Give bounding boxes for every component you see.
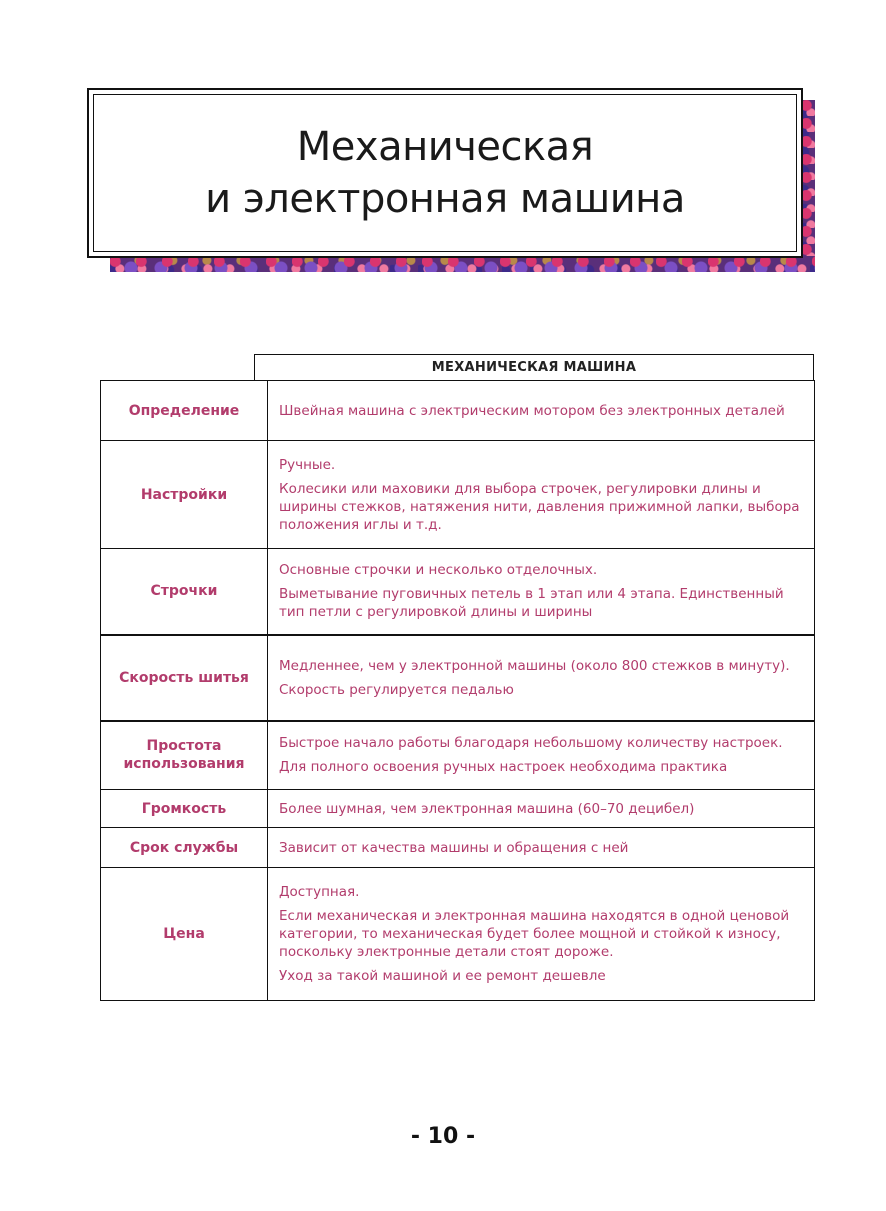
page-number: - 10 - <box>410 1124 476 1149</box>
row-description <box>268 549 815 635</box>
row-label: Определение <box>101 381 268 441</box>
description-line: Если механическая и электронная машина находятся в одной ценовой категории, то механическая будет более мощной и стойкой к износу, поскольку электронные детали стоят дороже. <box>279 908 790 960</box>
row-description <box>268 381 815 441</box>
description-line: Быстрое начало работы благодаря небольшому количеству настроек. <box>279 735 783 752</box>
table-row <box>101 381 815 441</box>
table-row <box>101 868 815 1001</box>
decorative-pattern-right <box>801 100 815 272</box>
row-description <box>268 721 815 790</box>
description-line: Уход за такой машиной и ее ремонт дешевле <box>279 968 606 984</box>
table-row <box>101 721 815 790</box>
row-label: Громкость <box>101 790 268 828</box>
table-row <box>101 790 815 828</box>
row-description <box>268 828 815 868</box>
title-frame <box>87 88 803 258</box>
row-description <box>268 868 815 1001</box>
page-title-line-2: и электронная машина <box>205 176 685 222</box>
column-header: МЕХАНИЧЕСКАЯ МАШИНА <box>254 354 814 380</box>
description-line: Основные строчки и несколько отделочных. <box>279 562 598 579</box>
description-line: Ручные. <box>279 456 336 473</box>
description-line: Медленнее, чем у электронной машины (около 800 стежков в минуту). <box>279 657 790 674</box>
row-label: Строчки <box>101 549 268 635</box>
table-row <box>101 549 815 635</box>
row-description <box>268 441 815 549</box>
table-row <box>101 441 815 549</box>
table-row <box>101 828 815 868</box>
description-line: Швейная машина с электрическим мотором без электронных деталей <box>279 402 785 419</box>
page-title-line-1: Механическая <box>296 124 594 170</box>
description-line: Доступная. <box>279 884 360 900</box>
title-inner-frame <box>93 94 797 252</box>
row-label: Цена <box>101 868 268 1001</box>
decorative-pattern-bottom <box>110 256 815 272</box>
row-label: Срок службы <box>101 828 268 868</box>
row-label: Скорость шитья <box>101 635 268 721</box>
description-line: Более шумная, чем электронная машина (60–70 децибел) <box>279 800 695 817</box>
description-line: Колесики или маховики для выбора строчек, регулировки длины и ширины стежков, натяжения нити, давления прижимной лапки, выбора положения иглы и т.д. <box>279 480 800 533</box>
description-line: Зависит от качества машины и обращения с ней <box>279 839 629 856</box>
row-description <box>268 790 815 828</box>
table-row <box>101 635 815 721</box>
row-description <box>268 635 815 721</box>
row-label: Простота использования <box>101 721 268 790</box>
description-line: Для полного освоения ручных настроек необходима практика <box>279 759 728 776</box>
description-line: Выметывание пуговичных петель в 1 этап или 4 этапа. Единственный тип петли с регулировкой длины и ширины <box>279 586 784 621</box>
comparison-table <box>100 380 815 1001</box>
row-label: Настройки <box>101 441 268 549</box>
description-line: Скорость регулируется педалью <box>279 681 514 698</box>
